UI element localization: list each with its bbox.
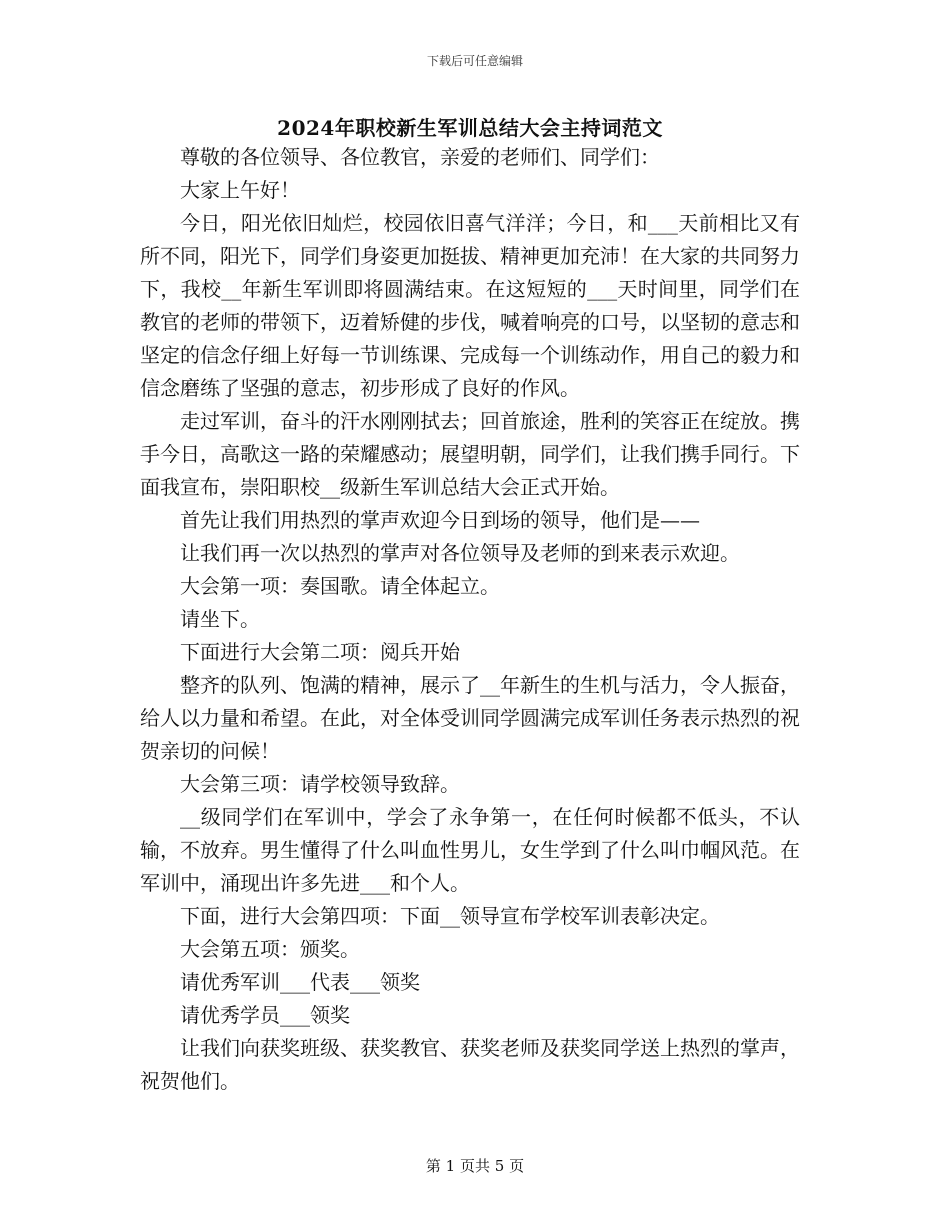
page-header-note: 下载后可任意编辑 bbox=[426, 54, 523, 68]
paragraph: 走过军训，奋斗的汗水刚刚拭去；回首旅途，胜利的笑容正在绽放。携手今日，高歌这一路的荣耀感动；展望明朝，同学们，让我们携手同行。下面我宣布，崇阳职校__级新生军训总结大会正式开始。 bbox=[140, 409, 800, 499]
paragraph: 让我们再一次以热烈的掌声对各位领导及老师的到来表示欢迎。 bbox=[180, 541, 740, 565]
paragraph: 大会第五项：颁奖。 bbox=[180, 937, 360, 961]
paragraph: 大会第三项：请学校领导致辞。 bbox=[180, 772, 460, 796]
paragraph: 请优秀军训___代表___领奖 bbox=[180, 970, 420, 994]
paragraph: __级同学们在军训中，学会了永争第一，在任何时候都不低头，不认输，不放弃。男生懂得了什么叫血性男儿，女生学到了什么叫巾帼风范。在军训中，涌现出许多先进___和个人。 bbox=[140, 805, 800, 895]
page-number: 第 1 页共 5 页 bbox=[425, 1157, 525, 1175]
paragraph: 尊敬的各位领导、各位教官，亲爱的老师们、同学们： bbox=[180, 145, 660, 169]
paragraph: 大会第一项：奏国歌。请全体起立。 bbox=[180, 574, 500, 598]
paragraph: 下面，进行大会第四项：下面__领导宣布学校军训表彰决定。 bbox=[180, 904, 720, 928]
document-title: 2024年职校新生军训总结大会主持词范文 bbox=[277, 116, 663, 140]
paragraph: 今日，阳光依旧灿烂，校园依旧喜气洋洋；今日，和___天前相比又有所不同，阳光下，同学们身姿更加挺拔、精神更加充沛！在大家的共同努力下，我校__年新生军训即将圆满结束。在这短短的___天时间里，同学们在教官的老师的带领下，迈着矫健的步伐，喊着响亮的口号，以坚韧的意志和坚定的信念仔细上好每一节训练课、完成每一个训练动作，用自己的毅力和信念磨练了坚强的意志，初步形成了良好的作风。 bbox=[140, 211, 800, 400]
paragraph: 下面进行大会第二项：阅兵开始 bbox=[180, 640, 460, 664]
paragraph: 大家上午好！ bbox=[180, 178, 300, 202]
paragraph: 首先让我们用热烈的掌声欢迎今日到场的领导，他们是—— bbox=[180, 508, 700, 532]
paragraph: 整齐的队列、饱满的精神，展示了__年新生的生机与活力，令人振奋，给人以力量和希望。在此，对全体受训同学圆满完成军训任务表示热烈的祝贺亲切的问候！ bbox=[140, 673, 800, 763]
paragraph: 让我们向获奖班级、获奖教官、获奖老师及获奖同学送上热烈的掌声，祝贺他们。 bbox=[140, 1036, 800, 1093]
paragraph: 请优秀学员___领奖 bbox=[180, 1003, 350, 1027]
paragraph: 请坐下。 bbox=[180, 607, 260, 631]
document-body bbox=[140, 141, 800, 1098]
